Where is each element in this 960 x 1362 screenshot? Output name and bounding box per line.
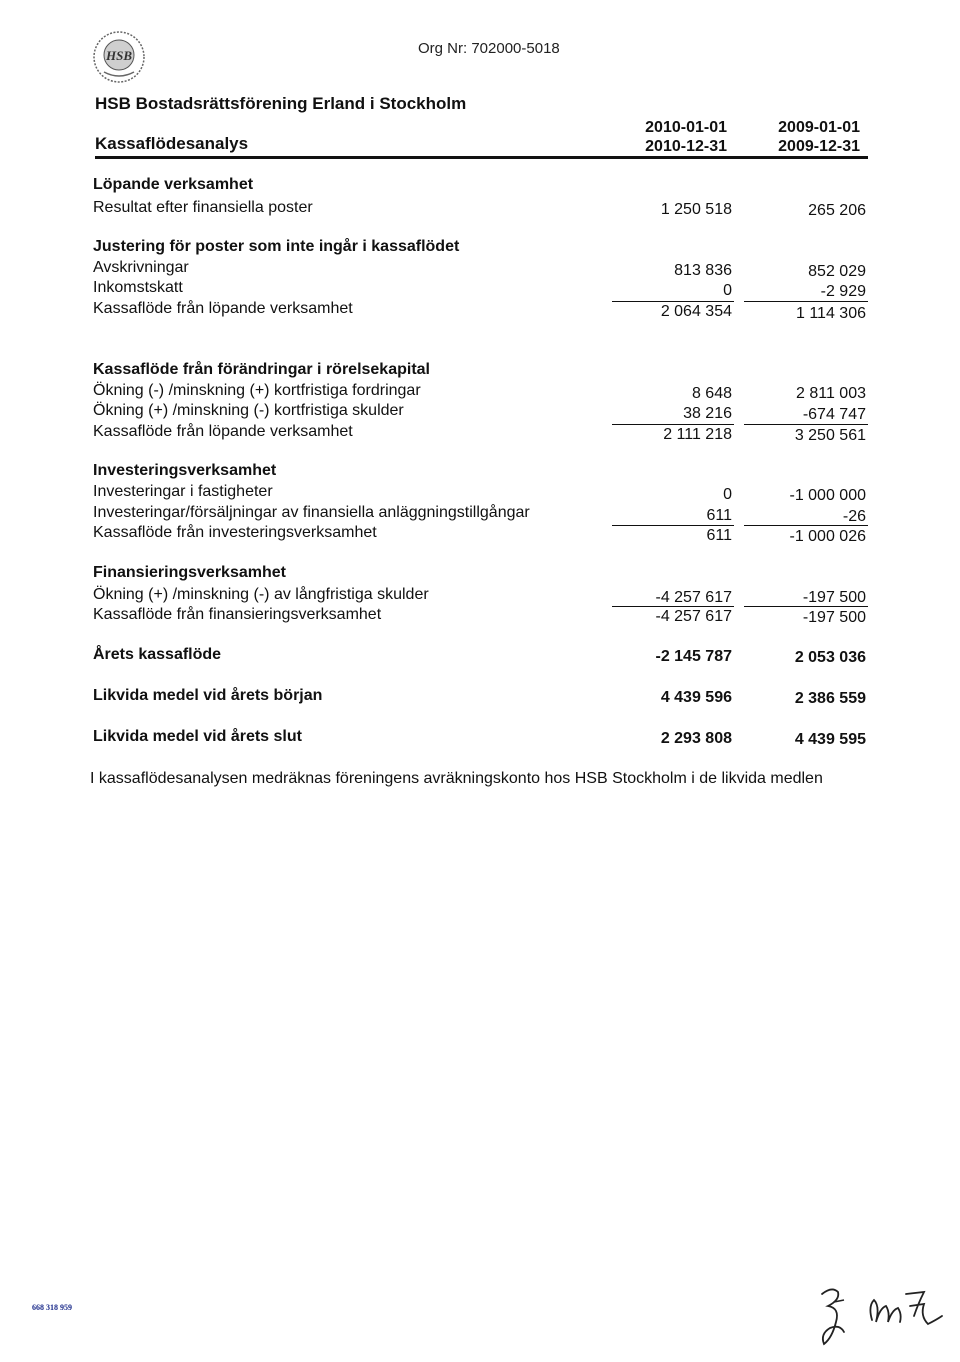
subtotal-rule [612, 301, 734, 302]
subtotal-rule [744, 424, 868, 425]
row-value-2009: -1 000 026 [789, 528, 866, 545]
subtotal-rule [612, 525, 734, 526]
subtotal-rule [744, 301, 868, 302]
subtotal-rule [612, 606, 734, 607]
row-label: Resultat efter finansiella poster [93, 199, 313, 216]
row-value-2009: 2 386 559 [794, 690, 866, 707]
header-divider [95, 156, 868, 159]
section-heading: Finansieringsverksamhet [93, 564, 286, 581]
row-label: Likvida medel vid årets början [93, 687, 323, 704]
association-name: HSB Bostadsrättsförening Erland i Stockholm [95, 94, 467, 113]
row-label: Investeringar/försäljningar av finansiella anläggningstillgångar [93, 504, 530, 521]
period-to: 2009-12-31 [778, 138, 860, 155]
row-value-2009: -26 [842, 508, 866, 525]
row-value-2009: 265 206 [808, 202, 866, 219]
row-value-2009: -674 747 [802, 406, 866, 423]
row-value-2010: 2 111 218 [663, 426, 732, 443]
period-from: 2010-01-01 [645, 119, 727, 136]
subtotal-rule [744, 525, 868, 526]
hsb-logo [92, 30, 146, 84]
row-value-2010: 2 064 354 [660, 303, 732, 320]
row-value-2010: -2 145 787 [655, 648, 732, 665]
handwritten-signature [810, 1272, 950, 1352]
row-value-2010: 611 [706, 507, 732, 524]
row-value-2010: 8 648 [691, 385, 732, 402]
row-value-2010: 2 293 808 [660, 730, 732, 747]
row-label: Kassaflöde från finansieringsverksamhet [93, 606, 382, 623]
row-label: Avskrivningar [93, 259, 189, 276]
row-value-2009: 2 053 036 [794, 649, 866, 666]
row-label: Ökning (+) /minskning (-) kortfristiga skulder [93, 402, 404, 419]
row-value-2010: -4 257 617 [655, 589, 732, 606]
row-value-2010: 611 [706, 527, 732, 544]
period-header-2009 [710, 118, 860, 156]
page-title: Kassaflödesanalys [95, 134, 249, 153]
document-number: 668 318 959 [32, 1303, 72, 1312]
footnote: I kassaflödesanalysen medräknas föreningens avräkningskonto hos HSB Stockholm i de likvida medlen [90, 770, 823, 787]
row-label: Kassaflöde från investeringsverksamhet [93, 524, 377, 541]
row-label: Kassaflöde från löpande verksamhet [93, 300, 353, 317]
period-header-2010 [577, 118, 727, 156]
row-value-2009: -1 000 000 [789, 487, 866, 504]
org-number: Org Nr: 702000-5018 [418, 40, 560, 57]
row-label: Investeringar i fastigheter [93, 483, 273, 500]
row-value-2010: 38 216 [683, 405, 732, 422]
row-value-2009: 852 029 [808, 263, 866, 280]
row-value-2009: 1 114 306 [796, 305, 866, 322]
row-label: Ökning (-) /minskning (+) kortfristiga fordringar [93, 382, 421, 399]
subtotal-rule [744, 606, 868, 607]
row-value-2009: 4 439 595 [794, 731, 866, 748]
row-value-2009: 3 250 561 [794, 427, 866, 444]
row-value-2010: 813 836 [674, 262, 732, 279]
row-label: Ökning (+) /minskning (-) av långfristiga skulder [93, 586, 429, 603]
section-heading: Justering för poster som inte ingår i kassaflödet [93, 238, 460, 255]
row-value-2010: -4 257 617 [655, 608, 732, 625]
section-heading: Kassaflöde från förändringar i rörelsekapital [93, 361, 430, 378]
svg-text:HSB: HSB [105, 48, 133, 63]
row-value-2010: 4 439 596 [660, 689, 732, 706]
row-value-2010: 0 [723, 486, 732, 503]
row-label: Likvida medel vid årets slut [93, 728, 302, 745]
row-value-2009: -197 500 [802, 609, 866, 626]
section-heading: Löpande verksamhet [93, 176, 254, 193]
row-label: Årets kassaflöde [93, 646, 222, 663]
row-label: Inkomstskatt [93, 279, 183, 296]
row-label: Kassaflöde från löpande verksamhet [93, 423, 353, 440]
row-value-2009: -2 929 [820, 283, 866, 300]
row-value-2010: 1 250 518 [660, 201, 732, 218]
row-value-2009: 2 811 003 [796, 385, 866, 402]
row-value-2010: 0 [723, 282, 732, 299]
period-from: 2009-01-01 [778, 119, 860, 136]
subtotal-rule [612, 424, 734, 425]
row-value-2009: -197 500 [802, 589, 866, 606]
period-to: 2010-12-31 [645, 138, 727, 155]
section-heading: Investeringsverksamhet [93, 462, 277, 479]
